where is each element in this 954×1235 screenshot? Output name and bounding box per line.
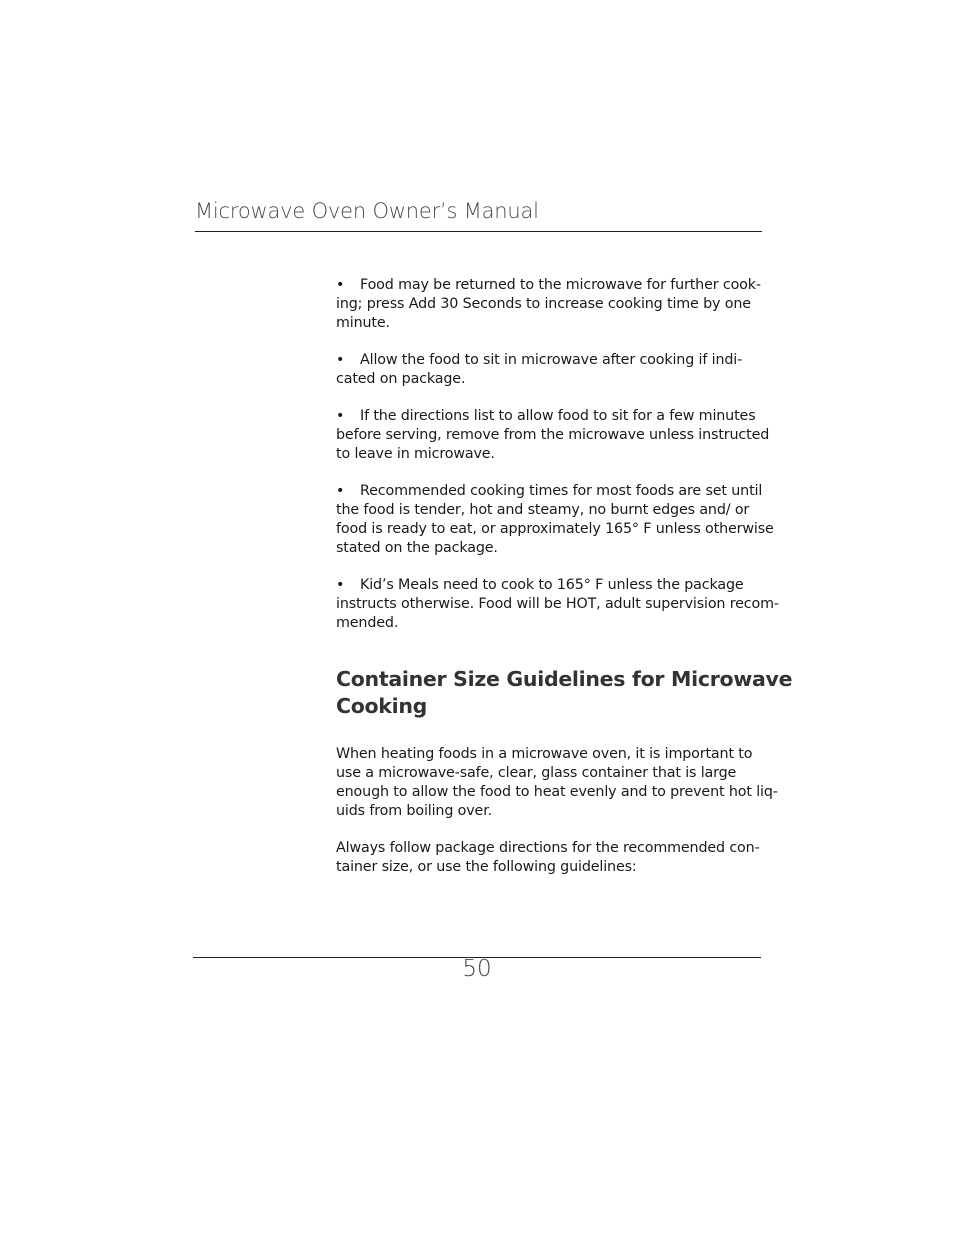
text-line: When heating foods in a microwave oven, it is important to [336, 746, 753, 762]
bullet-item [336, 351, 762, 389]
body-paragraph [336, 839, 762, 877]
text-line: instructs otherwise. Food will be HOT, adult supervision recom- [336, 596, 779, 612]
header-rule [195, 231, 762, 232]
text-line: enough to allow the food to heat evenly and to prevent hot liq- [336, 784, 778, 800]
bullet-glyph: • [336, 577, 345, 593]
bullet-item [336, 482, 774, 558]
text-line: stated on the package. [336, 540, 498, 556]
text-line: cated on package. [336, 371, 466, 387]
text-line: Always follow package directions for the recommended con- [336, 840, 760, 856]
text-line: Recommended cooking times for most foods are set until [360, 483, 763, 499]
text-line: the food is tender, hot and steamy, no burnt edges and/ or [336, 502, 750, 518]
bullet-glyph: • [336, 352, 345, 368]
text-line: If the directions list to allow food to sit for a few minutes [360, 408, 756, 424]
text-line: food is ready to eat, or approximately 165° F unless otherwise [336, 521, 774, 537]
bullet-glyph: • [336, 483, 345, 499]
text-line: tainer size, or use the following guidelines: [336, 859, 637, 875]
text-line: minute. [336, 315, 390, 331]
page-number: 50 [462, 956, 492, 982]
text-line: use a microwave-safe, clear, glass container that is large [336, 765, 737, 781]
main-content [336, 276, 793, 895]
section-heading [336, 666, 793, 719]
text-line: Food may be returned to the microwave for further cook- [360, 277, 761, 293]
text-line: mended. [336, 615, 399, 631]
heading-line: Container Size Guidelines for Microwave [336, 667, 793, 691]
bullet-glyph: • [336, 277, 345, 293]
text-line: before serving, remove from the microwave unless instructed [336, 427, 770, 443]
bullet-item [336, 276, 762, 333]
text-line: to leave in microwave. [336, 446, 495, 462]
body-paragraph [336, 745, 778, 821]
bullet-glyph: • [336, 408, 345, 424]
bullet-item [336, 576, 779, 633]
text-line: ing; press Add 30 Seconds to increase cooking time by one [336, 296, 751, 312]
text-line: Kid’s Meals need to cook to 165° F unless the package [360, 577, 744, 593]
page-header-title: Microwave Oven Owner’s Manual [195, 199, 539, 223]
heading-line: Cooking [336, 693, 428, 718]
text-line: uids from boiling over. [336, 803, 493, 819]
bullet-item [336, 407, 770, 464]
text-line: Allow the food to sit in microwave after cooking if indi- [360, 352, 743, 368]
